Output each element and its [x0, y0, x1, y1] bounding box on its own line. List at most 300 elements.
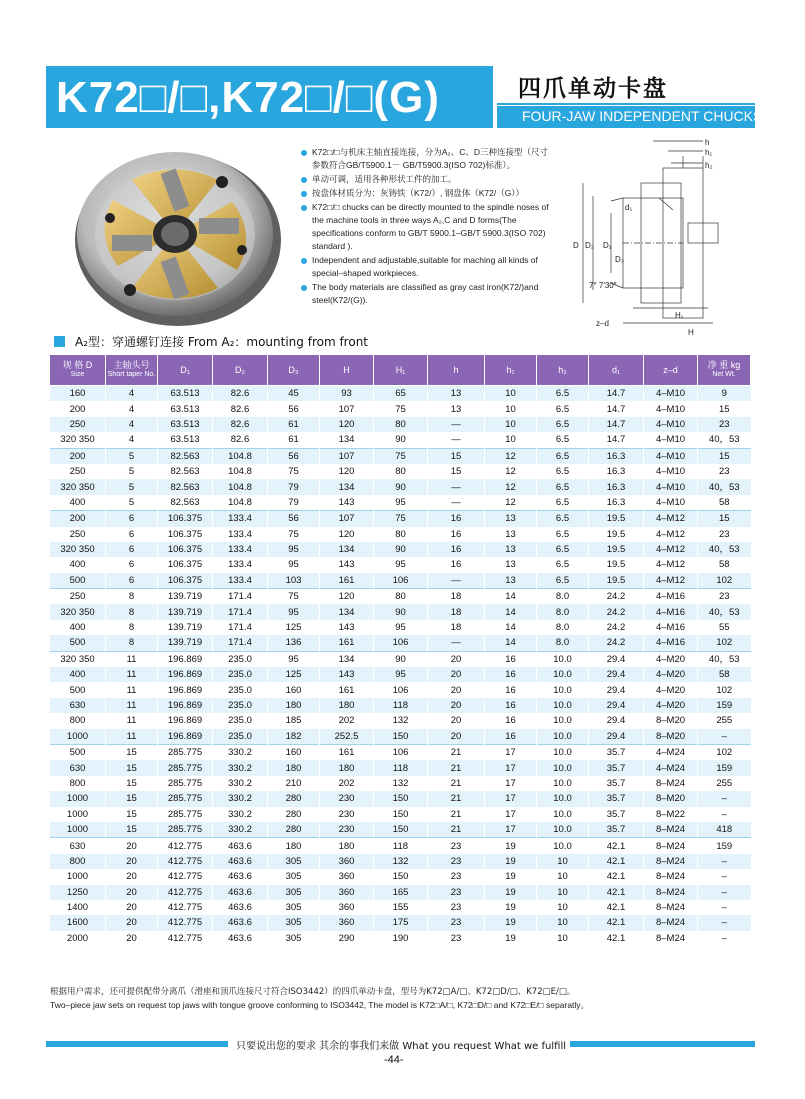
table-cell: 305	[268, 931, 320, 946]
table-cell: 330.2	[213, 776, 268, 791]
table-cell: 160	[50, 386, 106, 402]
table-cell: 255	[698, 713, 751, 728]
table-cell: 75	[374, 511, 428, 527]
table-cell: 16	[485, 651, 537, 667]
table-cell: 15	[106, 744, 158, 760]
table-body	[50, 386, 751, 947]
table-cell: 42.1	[589, 869, 644, 884]
table-cell: 35.7	[589, 744, 644, 760]
table-cell: 20	[106, 915, 158, 930]
table-cell: 82.563	[158, 479, 213, 494]
table-cell: 143	[320, 667, 374, 682]
table-cell: 200	[50, 401, 106, 416]
table-cell: 10	[485, 432, 537, 448]
table-cell: 1000	[50, 869, 106, 884]
table-cell: 14	[485, 620, 537, 635]
table-cell: 133.4	[213, 557, 268, 572]
table-cell: 90	[374, 432, 428, 448]
table-cell: 5	[106, 479, 158, 494]
table-cell: 42.1	[589, 931, 644, 946]
table-cell: 196.869	[158, 713, 213, 728]
table-cell: 16	[428, 527, 485, 542]
table-row	[50, 448, 751, 464]
table-cell: 250	[50, 589, 106, 605]
table-cell: 20	[106, 931, 158, 946]
table-cell: 8.0	[537, 620, 589, 635]
footer-slogan: 只要说出您的要求 其余的事我们来做 What you request What we fulfill	[236, 1041, 567, 1052]
table-cell: 10.0	[537, 822, 589, 838]
table-cell: 56	[268, 401, 320, 416]
table-cell: 196.869	[158, 667, 213, 682]
table-cell: 463.6	[213, 915, 268, 930]
table-cell: 412.775	[158, 885, 213, 900]
table-cell: 180	[268, 838, 320, 854]
table-cell: 42.1	[589, 915, 644, 930]
table-cell: 133.4	[213, 511, 268, 527]
label-d1: d₁	[625, 203, 633, 212]
table-cell: 10	[537, 900, 589, 915]
table-cell: 61	[268, 417, 320, 432]
table-cell: 500	[50, 635, 106, 651]
table-cell: 23	[698, 527, 751, 542]
table-row	[50, 417, 751, 432]
table-row	[50, 729, 751, 745]
table-cell: –	[698, 729, 751, 745]
table-cell: 10.0	[537, 651, 589, 667]
label-D3: D₃	[615, 255, 625, 264]
table-cell: 159	[698, 838, 751, 854]
table-cell: 305	[268, 915, 320, 930]
table-cell: 8–M24	[644, 838, 698, 854]
table-cell: 12	[485, 479, 537, 494]
table-cell: 42.1	[589, 885, 644, 900]
table-cell: 21	[428, 822, 485, 838]
table-cell: 10.0	[537, 713, 589, 728]
feature-list	[300, 146, 550, 308]
label-D2: D₂	[585, 241, 594, 250]
table-cell: 360	[320, 915, 374, 930]
table-cell: 24.2	[589, 604, 644, 619]
table-cell: 139.719	[158, 635, 213, 651]
table-row	[50, 651, 751, 667]
column-header	[485, 355, 537, 386]
table-cell: 29.4	[589, 682, 644, 697]
table-cell: 13	[485, 527, 537, 542]
table-cell: 235.0	[213, 682, 268, 697]
table-cell: 4–M16	[644, 620, 698, 635]
table-cell: 630	[50, 838, 106, 854]
table-cell: 6.5	[537, 511, 589, 527]
table-cell: 412.775	[158, 854, 213, 869]
table-cell: 40，53	[698, 432, 751, 448]
table-cell: 6	[106, 511, 158, 527]
table-cell: 139.719	[158, 604, 213, 619]
table-cell: 15	[106, 822, 158, 838]
table-cell: 161	[320, 573, 374, 589]
table-cell: 18	[428, 604, 485, 619]
table-cell: 1000	[50, 807, 106, 822]
table-row	[50, 620, 751, 635]
table-cell: 400	[50, 557, 106, 572]
table-cell: 133.4	[213, 527, 268, 542]
table-cell: 10.0	[537, 729, 589, 745]
column-header	[268, 355, 320, 386]
table-cell: 171.4	[213, 604, 268, 619]
table-cell: 82.6	[213, 417, 268, 432]
english-title: FOUR-JAW INDEPENDENT CHUCKS	[522, 108, 763, 124]
table-cell: 150	[374, 729, 428, 745]
table-cell: 412.775	[158, 915, 213, 930]
table-cell: 125	[268, 667, 320, 682]
table-cell: 10	[485, 417, 537, 432]
table-row	[50, 915, 751, 930]
table-cell: 104.8	[213, 448, 268, 464]
table-cell: 15	[106, 791, 158, 806]
table-cell: 196.869	[158, 682, 213, 697]
table-cell: 20	[428, 729, 485, 745]
table-cell: 4–M12	[644, 511, 698, 527]
table-cell: 104.8	[213, 479, 268, 494]
table-cell: 79	[268, 495, 320, 511]
table-cell: 18	[428, 589, 485, 605]
table-row	[50, 527, 751, 542]
table-cell: 118	[374, 838, 428, 854]
table-cell: 90	[374, 479, 428, 494]
table-cell: 5	[106, 448, 158, 464]
table-cell: 285.775	[158, 760, 213, 775]
table-cell: 45	[268, 386, 320, 402]
table-cell: 23	[428, 854, 485, 869]
table-cell: 8	[106, 589, 158, 605]
table-cell: 171.4	[213, 620, 268, 635]
table-cell: –	[698, 885, 751, 900]
table-cell: 5	[106, 464, 158, 479]
table-cell: 320 350	[50, 542, 106, 557]
table-cell: 11	[106, 651, 158, 667]
table-cell: 16	[485, 698, 537, 713]
table-cell: 150	[374, 822, 428, 838]
table-cell: 230	[320, 791, 374, 806]
table-cell: 107	[320, 511, 374, 527]
table-cell: 20	[428, 713, 485, 728]
table-row	[50, 667, 751, 682]
column-header-text: z–d	[663, 365, 678, 375]
table-row	[50, 573, 751, 589]
table-cell: —	[428, 417, 485, 432]
table-row	[50, 542, 751, 557]
table-cell: –	[698, 931, 751, 946]
table-cell: 13	[485, 573, 537, 589]
column-header-text: H	[343, 365, 350, 375]
table-cell: 82.6	[213, 401, 268, 416]
label-angle: 7° 7′30″	[589, 281, 617, 290]
table-cell: 4–M10	[644, 464, 698, 479]
table-cell: 235.0	[213, 651, 268, 667]
table-cell: 65	[374, 386, 428, 402]
table-row	[50, 900, 751, 915]
section-marker	[54, 336, 65, 347]
table-cell: 61	[268, 432, 320, 448]
table-cell: 180	[320, 698, 374, 713]
table-cell: 200	[50, 511, 106, 527]
table-row	[50, 869, 751, 884]
table-row	[50, 698, 751, 713]
section-title-text: A₂型：穿通螺钉连接 From A₂：mounting from front	[75, 335, 369, 349]
table-cell: —	[428, 635, 485, 651]
table-cell: 252.5	[320, 729, 374, 745]
table-cell: 134	[320, 479, 374, 494]
table-cell: 17	[485, 791, 537, 806]
column-header-text: 净 重 kg	[707, 360, 741, 370]
table-cell: 14.7	[589, 401, 644, 416]
table-cell: 134	[320, 432, 374, 448]
table-cell: 4–M16	[644, 604, 698, 619]
table-cell: 418	[698, 822, 751, 838]
table-row	[50, 401, 751, 416]
table-cell: 16	[485, 682, 537, 697]
table-cell: 19.5	[589, 573, 644, 589]
table-cell: 16.3	[589, 448, 644, 464]
table-cell: 360	[320, 885, 374, 900]
column-header	[50, 355, 106, 386]
table-cell: 8–M24	[644, 854, 698, 869]
table-cell: 171.4	[213, 635, 268, 651]
table-cell: 29.4	[589, 698, 644, 713]
table-cell: 11	[106, 667, 158, 682]
table-cell: –	[698, 915, 751, 930]
table-cell: 4	[106, 417, 158, 432]
table-cell: 82.563	[158, 495, 213, 511]
table-cell: 40，53	[698, 542, 751, 557]
table-cell: 235.0	[213, 667, 268, 682]
table-cell: 80	[374, 417, 428, 432]
table-cell: 4–M12	[644, 542, 698, 557]
table-cell: 56	[268, 511, 320, 527]
table-cell: 23	[698, 589, 751, 605]
table-row	[50, 776, 751, 791]
table-cell: 6.5	[537, 573, 589, 589]
table-cell: 196.869	[158, 698, 213, 713]
table-cell: 12	[485, 448, 537, 464]
table-cell: 136	[268, 635, 320, 651]
table-cell: 11	[106, 698, 158, 713]
table-cell: 285.775	[158, 776, 213, 791]
table-cell: 20	[428, 682, 485, 697]
table-cell: 120	[320, 589, 374, 605]
table-row	[50, 760, 751, 775]
table-cell: 134	[320, 542, 374, 557]
table-cell: 17	[485, 776, 537, 791]
title-divider	[497, 103, 755, 105]
page-number: -44-	[384, 1054, 404, 1066]
column-header-text: 主轴头号	[113, 360, 150, 370]
header-row	[50, 355, 751, 386]
table-cell: 19.5	[589, 542, 644, 557]
table-cell: 24.2	[589, 620, 644, 635]
table-cell: 463.6	[213, 838, 268, 854]
table-row	[50, 791, 751, 806]
table-cell: 19.5	[589, 511, 644, 527]
table-cell: 13	[428, 386, 485, 402]
table-cell: 200	[50, 448, 106, 464]
label-h: h	[705, 138, 710, 147]
table-cell: 102	[698, 682, 751, 697]
table-cell: 8	[106, 635, 158, 651]
table-cell: 106	[374, 573, 428, 589]
table-cell: 463.6	[213, 885, 268, 900]
table-row	[50, 511, 751, 527]
table-cell: 102	[698, 573, 751, 589]
table-cell: 132	[374, 713, 428, 728]
table-cell: 106	[374, 635, 428, 651]
table-cell: 5	[106, 495, 158, 511]
table-row	[50, 854, 751, 869]
table-cell: 20	[106, 869, 158, 884]
table-row	[50, 589, 751, 605]
table-cell: 20	[428, 651, 485, 667]
table-cell: 8	[106, 620, 158, 635]
table-cell: 12	[485, 464, 537, 479]
table-cell: 75	[374, 448, 428, 464]
table-cell: 90	[374, 542, 428, 557]
table-cell: 95	[374, 667, 428, 682]
column-header-text: 规 格 D	[62, 360, 93, 370]
table-row	[50, 931, 751, 946]
table-cell: 8–M24	[644, 900, 698, 915]
table-cell: 15	[106, 776, 158, 791]
table-cell: 82.6	[213, 432, 268, 448]
table-row	[50, 682, 751, 697]
table-cell: 4–M24	[644, 744, 698, 760]
table-cell: 16.3	[589, 464, 644, 479]
table-cell: 16	[485, 729, 537, 745]
table-cell: 120	[320, 527, 374, 542]
table-cell: 17	[485, 822, 537, 838]
table-cell: 15	[106, 807, 158, 822]
table-cell: 19	[485, 900, 537, 915]
table-row	[50, 432, 751, 448]
table-cell: 133.4	[213, 542, 268, 557]
column-header-text: H₁	[395, 365, 406, 375]
table-cell: 35.7	[589, 822, 644, 838]
table-cell: 132	[374, 854, 428, 869]
table-cell: 15	[698, 448, 751, 464]
table-cell: 4–M10	[644, 479, 698, 494]
table-cell: 159	[698, 760, 751, 775]
table-cell: 80	[374, 464, 428, 479]
table-cell: 104.8	[213, 464, 268, 479]
table-cell: –	[698, 900, 751, 915]
table-cell: 23	[698, 417, 751, 432]
table-cell: 104.8	[213, 495, 268, 511]
table-cell: 250	[50, 417, 106, 432]
table-cell: 21	[428, 807, 485, 822]
table-cell: 12	[485, 495, 537, 511]
table-cell: –	[698, 869, 751, 884]
table-cell: 106.375	[158, 542, 213, 557]
table-cell: 20	[106, 885, 158, 900]
table-cell: 630	[50, 698, 106, 713]
table-cell: 79	[268, 479, 320, 494]
model-title: K72□/□,K72□/□(G)	[56, 73, 440, 122]
table-cell: 42.1	[589, 854, 644, 869]
table-cell: 11	[106, 729, 158, 745]
table-cell: 17	[485, 744, 537, 760]
column-header	[374, 355, 428, 386]
table-cell: 4	[106, 386, 158, 402]
table-cell: 1250	[50, 885, 106, 900]
table-cell: 305	[268, 900, 320, 915]
table-cell: 4–M10	[644, 417, 698, 432]
table-cell: 235.0	[213, 729, 268, 745]
table-cell: 8–M24	[644, 915, 698, 930]
table-cell: 155	[374, 900, 428, 915]
table-cell: 139.719	[158, 589, 213, 605]
table-cell: 143	[320, 495, 374, 511]
table-cell: —	[428, 432, 485, 448]
table-cell: 20	[428, 667, 485, 682]
table-cell: 159	[698, 698, 751, 713]
table-cell: 118	[374, 760, 428, 775]
table-cell: 19	[485, 915, 537, 930]
table-cell: 19.5	[589, 557, 644, 572]
table-cell: 143	[320, 620, 374, 635]
footer-line-left	[46, 1041, 228, 1047]
table-cell: 35.7	[589, 776, 644, 791]
table-cell: 6.5	[537, 527, 589, 542]
chinese-title: 四爪单动卡盘	[518, 76, 668, 102]
table-cell: 133.4	[213, 573, 268, 589]
table-cell: 58	[698, 557, 751, 572]
table-cell: 35.7	[589, 807, 644, 822]
table-cell: 320 350	[50, 604, 106, 619]
table-cell: 58	[698, 495, 751, 511]
label-D1: D₁	[603, 241, 612, 250]
label-D: D	[573, 241, 579, 250]
table-cell: 10	[537, 931, 589, 946]
column-header-text: h₁	[506, 365, 515, 375]
column-header-text: d₁	[611, 365, 621, 375]
table-cell: 280	[268, 807, 320, 822]
table-cell: 21	[428, 791, 485, 806]
column-header	[698, 355, 751, 386]
table-cell: 330.2	[213, 791, 268, 806]
table-cell: 15	[698, 511, 751, 527]
table-cell: 8.0	[537, 604, 589, 619]
table-cell: 29.4	[589, 651, 644, 667]
table-cell: 175	[374, 915, 428, 930]
table-cell: 180	[320, 838, 374, 854]
table-cell: 202	[320, 776, 374, 791]
table-cell: 20	[106, 900, 158, 915]
table-cell: 106	[374, 682, 428, 697]
table-cell: 8	[106, 604, 158, 619]
table-cell: 24.2	[589, 589, 644, 605]
table-cell: 8.0	[537, 635, 589, 651]
footnote-english: Two–piece jaw sets on request top jaws with tongue groove conforming to ISO3442, The model is K72□A/□, K72□D/□ and K72□E/□ separatly。	[50, 1000, 590, 1010]
table-row	[50, 557, 751, 572]
table-cell: 6.5	[537, 557, 589, 572]
table-cell: 255	[698, 776, 751, 791]
section-title	[54, 333, 368, 350]
table-cell: 4–M12	[644, 573, 698, 589]
table-row	[50, 495, 751, 511]
table-cell: 330.2	[213, 822, 268, 838]
table-cell: 16	[428, 542, 485, 557]
table-cell: 29.4	[589, 667, 644, 682]
table-cell: 16	[485, 667, 537, 682]
table-cell: 82.563	[158, 448, 213, 464]
